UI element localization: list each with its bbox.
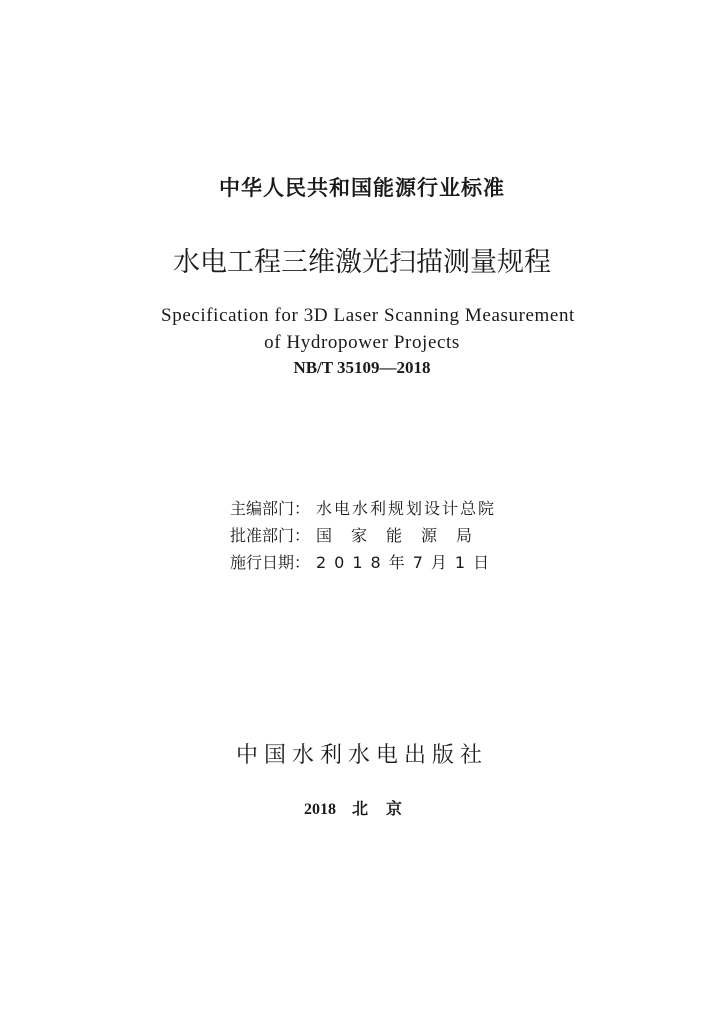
document-title-english-line-1: Specification for 3D Laser Scanning Measurement [161,305,575,326]
publisher-name: 中国水利水电出版社 [235,743,488,768]
effective-date-label: 施行日期： [230,553,311,572]
publication-year-and-city [0,796,724,819]
standard-code: NB/T 35109—2018 [293,358,431,377]
document-title-english-line-2: of Hydropower Projects [264,332,460,353]
editor-department-row [230,496,496,519]
standard-issuing-body: 中华人民共和国能源行业标准 [219,176,505,200]
approval-department-label: 批准部门： [230,526,311,545]
editor-department-value: 水电水利规划设计总院 [316,499,497,518]
publication-city: 北京 [351,801,420,818]
effective-date-value: 2018年7月1日 [316,553,498,572]
publication-year: 2018 [303,801,336,818]
approval-department-row [230,523,491,546]
effective-date-row [230,550,497,573]
editor-department-label: 主编部门： [230,499,311,518]
approval-department-value: 国家能源局 [316,526,492,545]
document-title-chinese: 水电工程三维激光扫描测量规程 [173,247,551,278]
